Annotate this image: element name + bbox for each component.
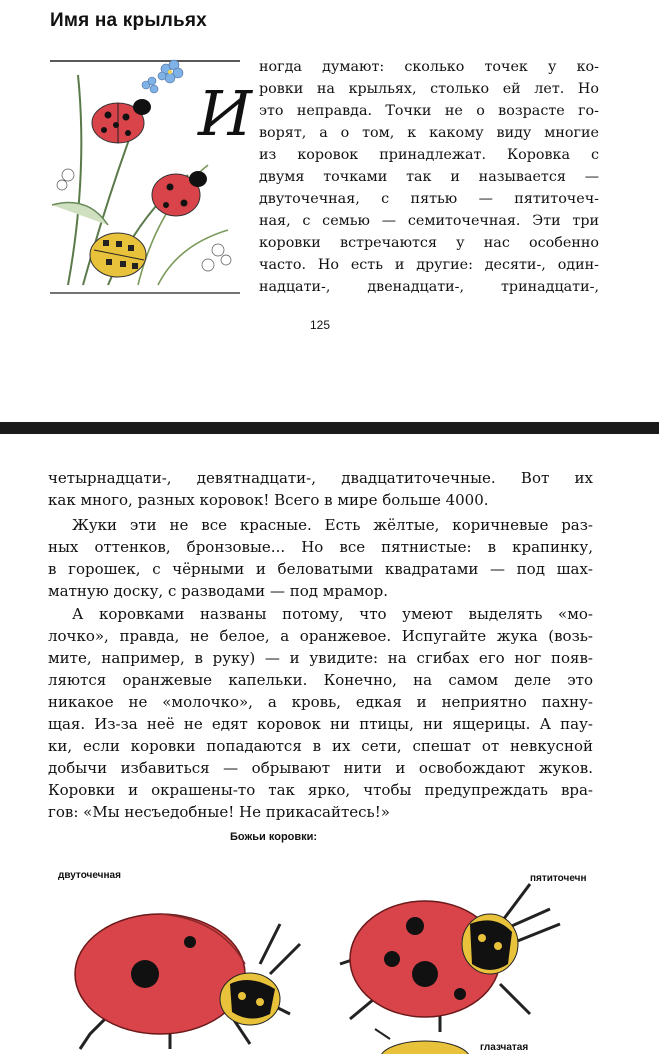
text-line: Коровки и окрашены-то так ярко, чтобы предупреждать вра- — [48, 781, 593, 799]
text-line: гов: «Мы несъедобные! Не прикасайтесь!» — [48, 803, 390, 821]
label-bottom: глазчатая — [480, 1042, 529, 1053]
text-line: А коровками названы потому, что умеют выделять «мо- — [72, 605, 593, 623]
five-spot-ladybug-illustration — [330, 864, 570, 1034]
text-line: добычи избавиться — обрывают нити и освобождают жуков. — [48, 759, 593, 777]
text-line: матную доску, с разводами — под мрамор. — [48, 582, 389, 600]
text-line: как много, разных коровок! Всего в мире больше 4000. — [48, 491, 489, 509]
text-line: двуточечная, с пятью — пятиточеч- — [259, 191, 599, 207]
book-page-125 — [0, 0, 659, 422]
page-number: 125 — [310, 318, 331, 332]
text-line: ных оттенков, бронзовые... Но все пятнистые: в крапинку, — [48, 538, 593, 556]
text-line: Жуки эти не все красные. Есть жёлтые, коричневые раз- — [72, 516, 593, 534]
text-line: двумя точками так и называется — — [259, 169, 599, 185]
text-line: это неправда. Точки не о возрасте го- — [259, 103, 599, 119]
text-line: ляются оранжевые капельки. Конечно, на самом деле это — [48, 671, 593, 689]
text-line: из коровок принадлежат. Коровка с — [259, 147, 599, 163]
ladybugs-flowers-illustration — [48, 55, 253, 297]
text-line: ровки на крыльях, столько ей лет. Но — [259, 81, 599, 97]
figure-title: Божьи коровки: — [230, 831, 318, 843]
text-line: часто. Но есть и другие: десяти-, один- — [259, 257, 599, 273]
text-line: четырнадцати-, девятнадцати-, двадцатиточечные. Вот их — [48, 469, 593, 487]
text-line: ная, с семью — семиточечная. Эти три — [259, 213, 599, 229]
label-five-spot: пятиточечн — [530, 873, 587, 884]
label-two-spot: двуточечная — [58, 870, 121, 881]
text-line: никакое не «молочко», а кровь, едкая и неприятно пахну- — [48, 693, 593, 711]
partial-ladybug-illustration — [370, 1029, 500, 1054]
text-line: ворят, а о том, к какому виду многие — [259, 125, 599, 141]
text-line: мите, например, в руку) — и увидите: на сгибах его ног появ- — [48, 649, 593, 667]
text-line: в горошек, с чёрными и беловатыми квадратами — под шах- — [48, 560, 593, 578]
two-spot-ladybug-illustration — [50, 884, 310, 1054]
text-line: щая. Из-за неё не едят коровок ни птицы, ни ящерицы. А пау- — [48, 715, 593, 733]
text-line: надцати-, двенадцати-, тринадцати-, — [259, 279, 599, 295]
page-divider — [0, 422, 659, 434]
text-line: коровки встречаются у нас особенно — [259, 235, 599, 251]
book-page-126 — [0, 434, 659, 1054]
text-line: лочко», правда, не белое, а оранжевое. Испугайте жука (возь- — [48, 627, 593, 645]
text-line: ки, если коровки попадаются в их сети, спешат от невкусной — [48, 737, 593, 755]
drop-cap-letter: И — [198, 77, 253, 150]
text-line: ногда думают: сколько точек у ко- — [259, 59, 599, 75]
chapter-title: Имя на крыльях — [50, 10, 207, 31]
